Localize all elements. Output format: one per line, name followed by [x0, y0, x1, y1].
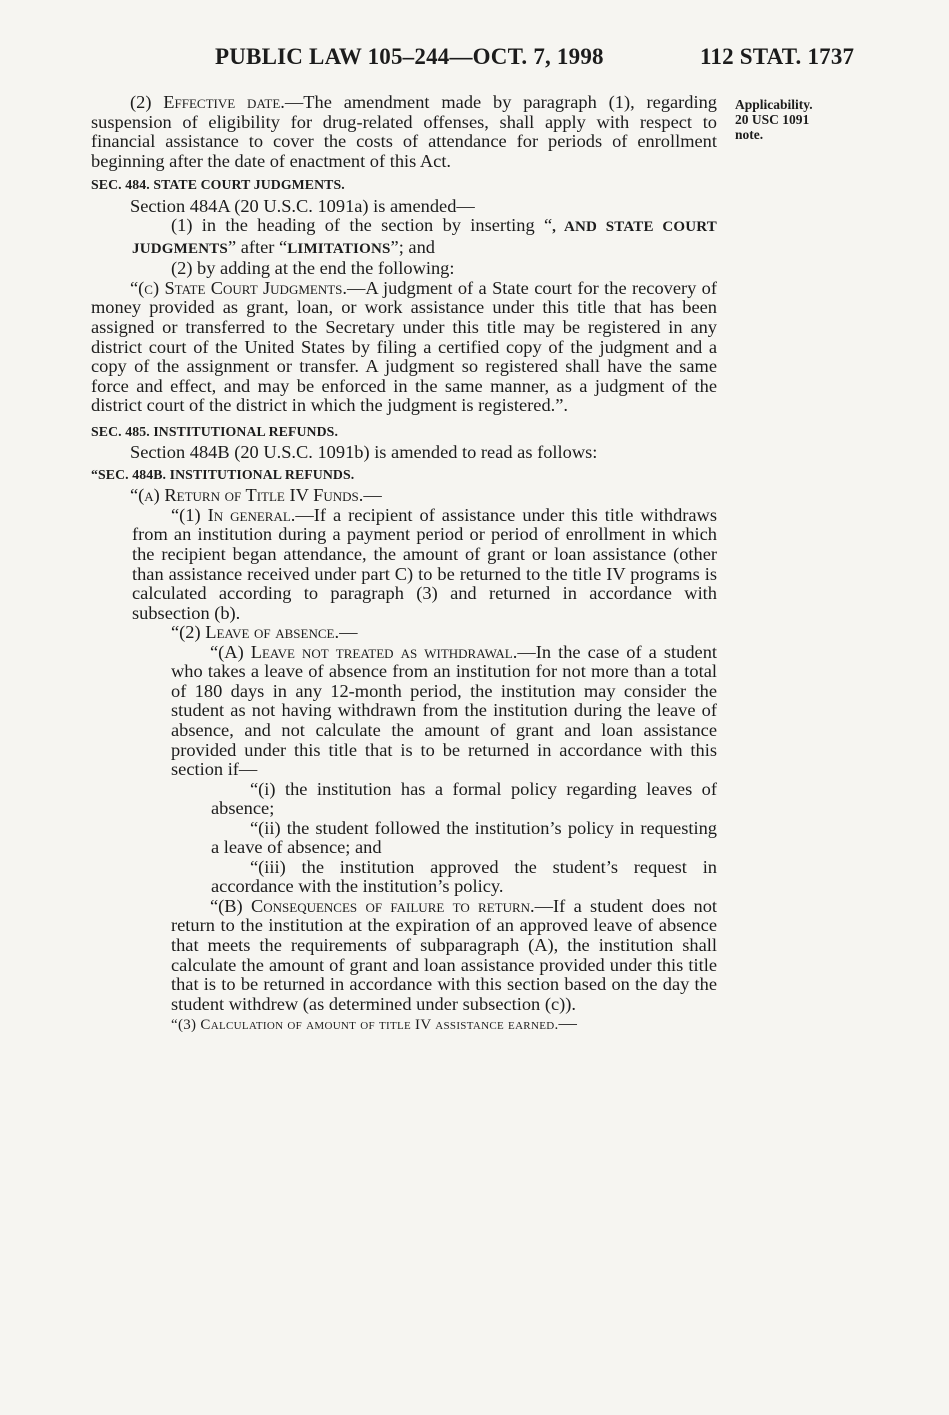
paragraph-text: —In the case of a student who takes a leave of absence from an institution for not more than a total of 180 days in any 12-month period, the institution may consider the student as not having withdrawn from the institution during the leave of absence, and not calculate the amount of grant and loan assistance provided under this title that is to be returned in accordance with this section if— — [171, 641, 718, 780]
page-header — [0, 44, 949, 78]
margin-note — [735, 97, 855, 142]
paragraph-failure-to-return — [91, 897, 717, 1014]
paragraph-section-484a: Section 484A (20 U.S.C. 1091a) is amended— — [130, 195, 475, 216]
paragraph-heading: “(1) In general. — [171, 504, 296, 525]
section-heading-484b: “SEC. 484B. INSTITUTIONAL REFUNDS. — [91, 466, 355, 482]
statute-page-number: 112 STAT. 1737 — [700, 44, 855, 69]
paragraph-heading: “(c) State Court Judgments. — [130, 277, 347, 298]
paragraph-calculation-heading — [91, 1014, 717, 1036]
section-heading-484: SEC. 484. STATE COURT JUDGMENTS. — [91, 177, 345, 193]
paragraph-state-court-judgments — [91, 279, 717, 416]
paragraph-heading: “(2) Leave of absence. — [171, 622, 340, 643]
paragraph-text: ” after “ — [227, 236, 288, 257]
paragraph-text: — — [339, 622, 358, 643]
paragraph-item-1 — [91, 216, 717, 259]
section-heading-485: SEC. 485. INSTITUTIONAL REFUNDS. — [91, 423, 339, 439]
paragraph-item-2: (2) by adding at the end the following: — [171, 258, 455, 279]
margin-note-line: 20 USC 1091 — [735, 112, 810, 127]
paragraph-text: — — [558, 1013, 577, 1034]
margin-note-line: Applicability. — [735, 97, 813, 112]
paragraph-text: —A judgment of a State court for the recovery of money provided as grant, loan, or work assistance under this title that has been assigned or transferred to the Secretary under this title may be registered in any district court of the United States by filing a certified copy of the judgment and a copy of the assignment or transfer. A judgment so registered shall have the same force and effect, and may be enforced in the same manner, as a judgment of the district court of the district in which the judgment is registered.”. — [91, 277, 718, 416]
paragraph-heading: “(a) Return of Title IV Funds. — [130, 485, 364, 506]
bold-caps-text: , AND STATE COURT JUDGMENTS — [132, 219, 717, 257]
paragraph-effective-date — [91, 93, 717, 171]
document-body — [91, 93, 717, 1036]
paragraph-heading: “(A) Leave not treated as withdrawal. — [210, 641, 518, 662]
paragraph-in-general — [91, 506, 717, 623]
paragraph-clause-i: “(i) the institution has a formal policy regarding leaves of absence; — [211, 778, 717, 819]
paragraph-heading: “(B) Consequences of failure to return. — [210, 895, 535, 916]
paragraph-section-484b: Section 484B (20 U.S.C. 1091b) is amended to read as follows: — [130, 442, 598, 463]
paragraph-text: —If a recipient of assistance under this title withdraws from an institution during a payment period or period of enrollment in which the recipient began attendance, the amount of grant or loan assistance (other than assistance received under part C) to be returned to the title IV programs is calculated according to paragraph (3) and returned in accordance with subsection (b). — [132, 504, 717, 623]
paragraph-text: ”; and — [390, 236, 435, 257]
paragraph-clause-iii: “(iii) the institution approved the student’s request in accordance with the institution’s policy. — [211, 856, 717, 897]
paragraph-leave-not-withdrawal — [91, 643, 717, 780]
paragraph-text: —If a student does not return to the institution at the expiration of an approved leave of absence that meets the requirements of subparagraph (A), the institution shall calculate the amount of grant and loan assistance provided under this title that is to be returned in accordance with this section based on the day the student withdrew (as determined under subsection (c)). — [171, 895, 717, 1014]
paragraph-heading: (2) Effective date. — [130, 92, 285, 112]
running-head-title: PUBLIC LAW 105–244—OCT. 7, 1998 — [215, 44, 604, 69]
paragraph-text: — — [363, 485, 382, 506]
paragraph-text: (1) in the heading of the section by inserting “ — [171, 215, 553, 236]
paragraph-clause-ii: “(ii) the student followed the institution’s policy in requesting a leave of absence; and — [211, 817, 717, 858]
margin-note-line: note. — [735, 127, 764, 142]
paragraph-leave-of-absence — [91, 623, 717, 643]
bold-caps-text: LIMITATIONS — [287, 240, 391, 257]
paragraph-return-of-funds — [91, 486, 717, 506]
paragraph-heading: “(3) Calculation of amount of title IV assistance earned. — [171, 1017, 559, 1034]
paragraph-text: —The amendment made by paragraph (1), regarding suspension of eligibility for drug-related offenses, shall apply with respect to financial assistance to cover the costs of attendance for periods of enrollment beginning after the date of enactment of this Act. — [91, 92, 717, 171]
